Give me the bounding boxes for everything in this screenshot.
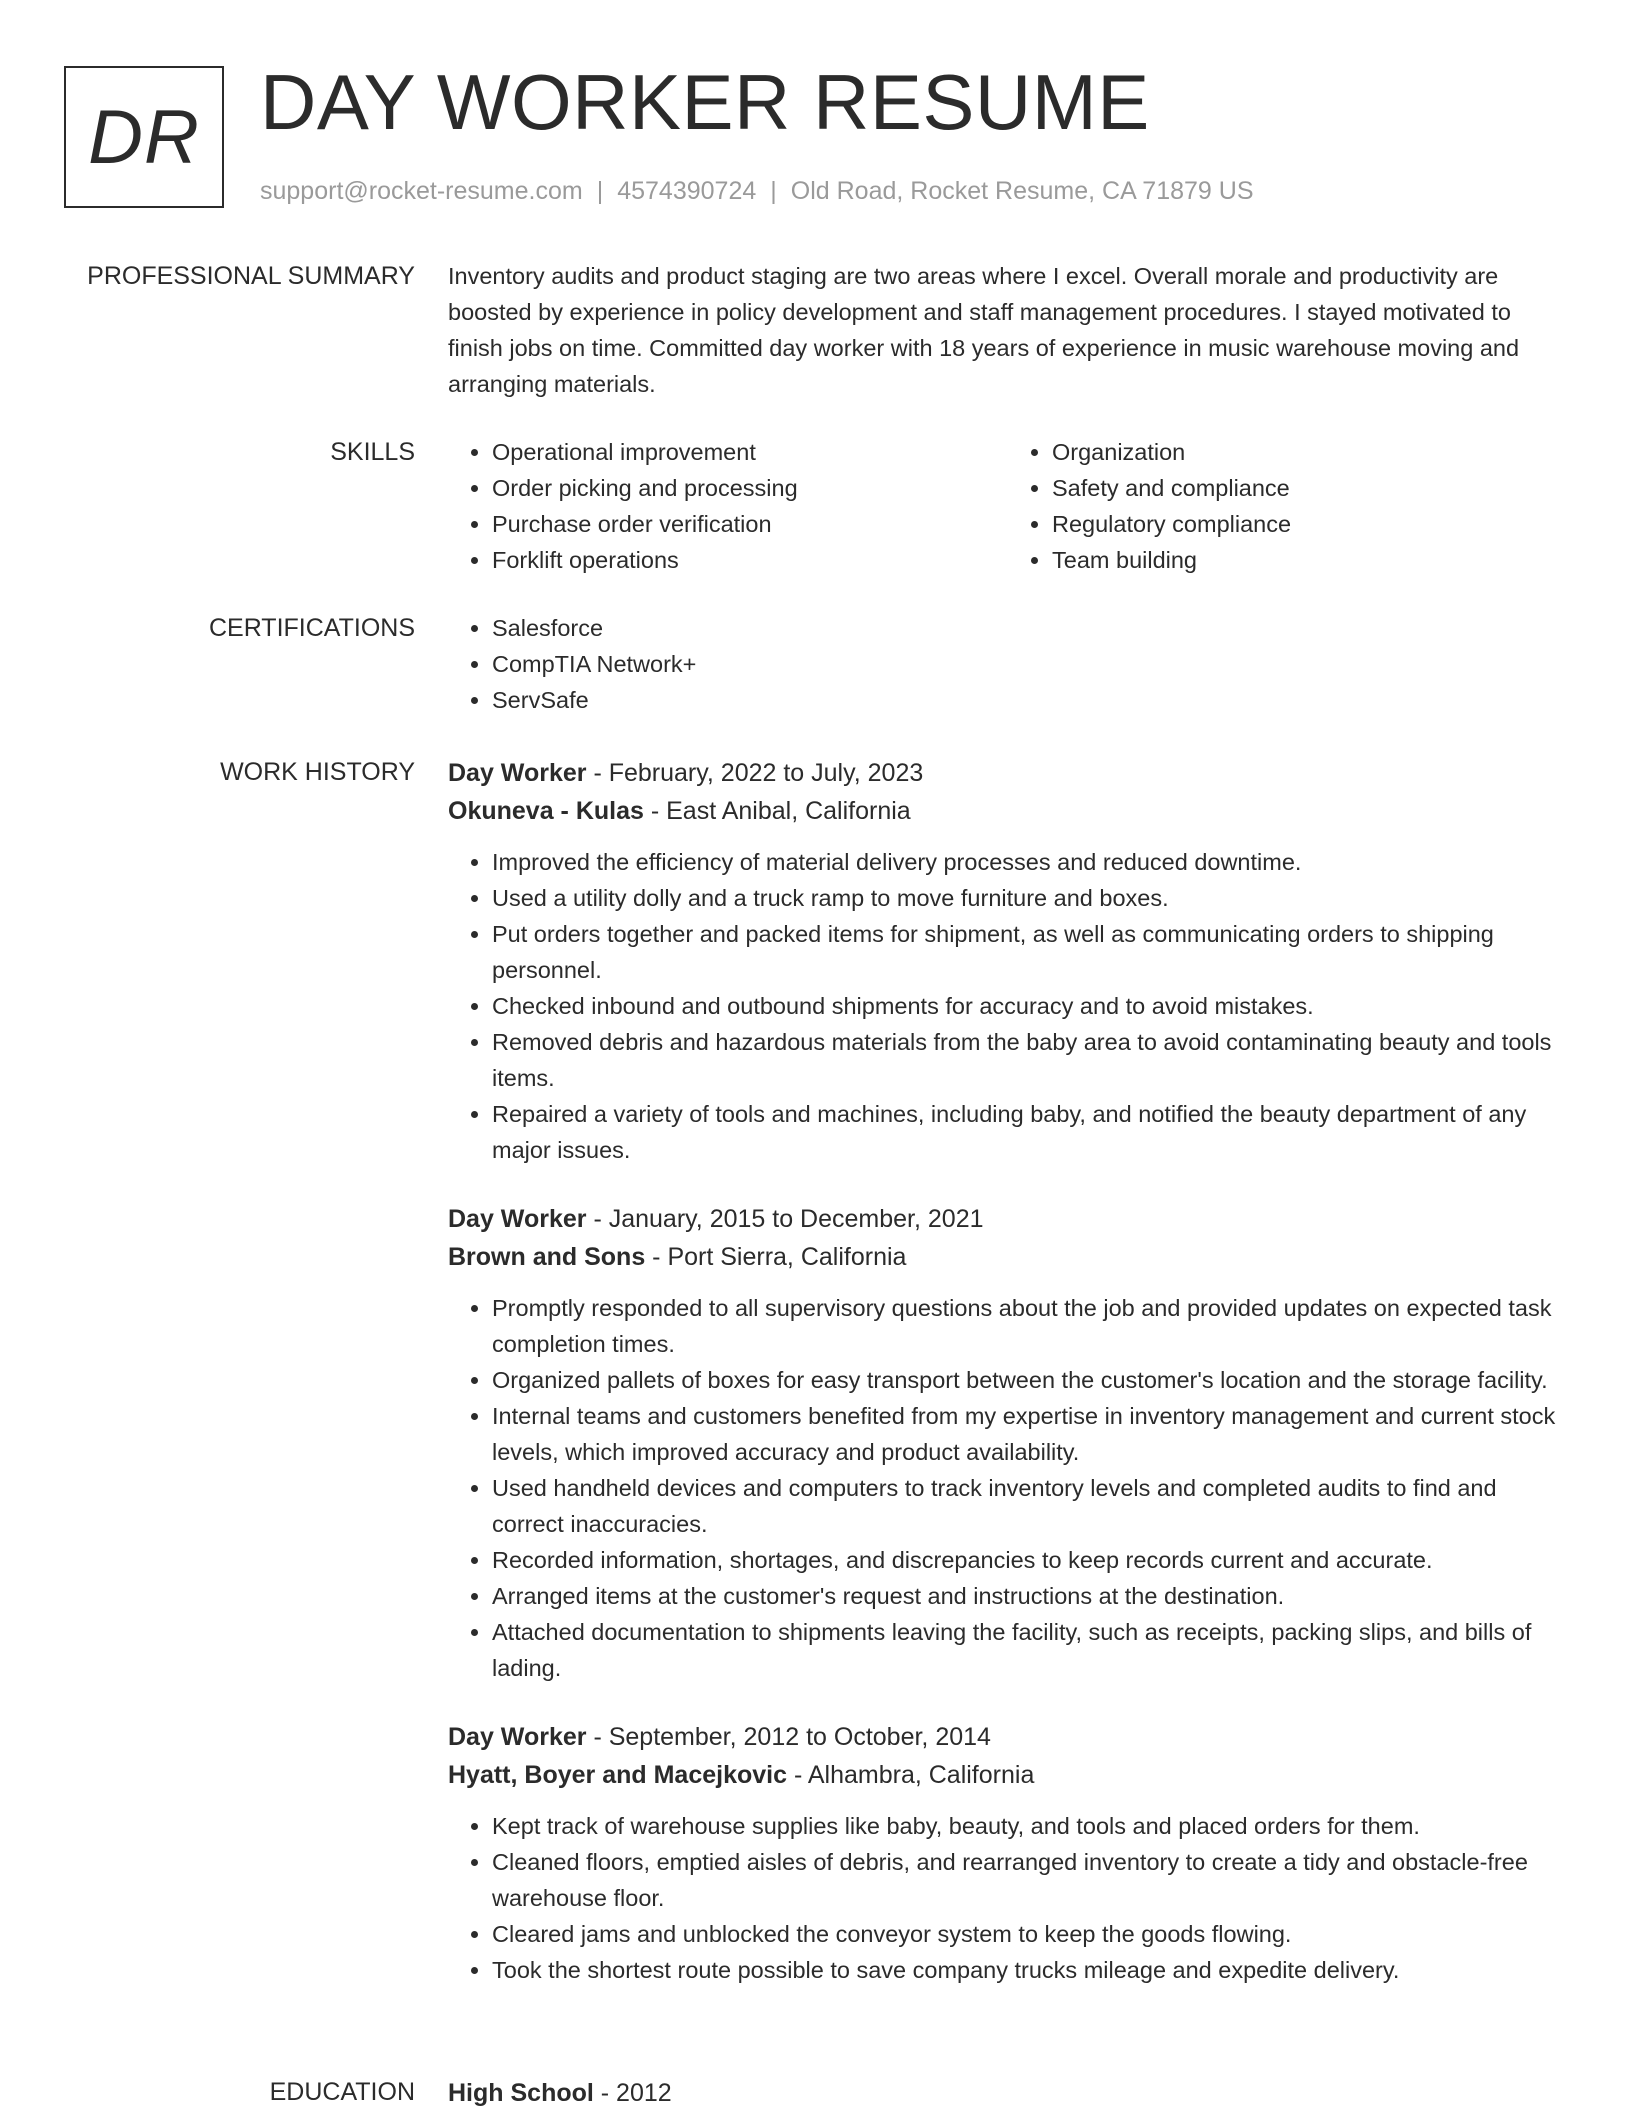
job-bullets [448, 1290, 1568, 1686]
skill-item: • Regulatory compliance [1052, 506, 1568, 542]
job-bullet: • Cleared jams and unblocked the conveyor system to keep the goods flowing. [492, 1916, 1568, 1952]
section-label-work-history: WORK HISTORY [220, 758, 415, 786]
job-bullet: • Organized pallets of boxes for easy transport between the customer's location and the storage facility. [492, 1362, 1568, 1398]
job-location: - Port Sierra, California [645, 1243, 907, 1271]
skill-item: • Operational improvement [492, 434, 1008, 470]
skill-item: • Order picking and processing [492, 470, 1008, 506]
skills-list-left [448, 434, 1008, 578]
job-title-line [448, 754, 1568, 792]
job-bullet: • Used handheld devices and computers to track inventory levels and completed audits to find and correct inaccuracies. [492, 1470, 1568, 1542]
job-company: Brown and Sons [448, 1243, 646, 1271]
job-company: Hyatt, Boyer and Macejkovic [448, 1761, 788, 1789]
contact-separator: | [770, 177, 777, 205]
job-location: - Alhambra, California [787, 1761, 1035, 1789]
job-dates: - February, 2022 to July, 2023 [586, 759, 924, 787]
skill-item: • Purchase order verification [492, 506, 1008, 542]
certification-item: • Salesforce [492, 610, 1568, 646]
job-company: Okuneva - Kulas [448, 797, 644, 825]
job-bullet: • Internal teams and customers benefited from my expertise in inventory management and current stock levels, which improved accuracy and product availability. [492, 1398, 1568, 1470]
job-dates: - January, 2015 to December, 2021 [586, 1205, 984, 1233]
job-bullet: • Checked inbound and outbound shipments for accuracy and to avoid mistakes. [492, 988, 1568, 1024]
job-company-line [448, 1756, 1568, 1794]
job-bullet: • Kept track of warehouse supplies like baby, beauty, and tools and placed orders for them. [492, 1808, 1568, 1844]
job-bullet: • Took the shortest route possible to save company trucks mileage and expedite delivery. [492, 1952, 1568, 1988]
section-label-certifications: CERTIFICATIONS [208, 614, 415, 642]
monogram-box: DR [64, 66, 224, 208]
resume-title: DAY WORKER RESUME [260, 58, 1150, 146]
skill-item: • Organization [1052, 434, 1568, 470]
job-company-line [448, 792, 1568, 830]
job-bullet: • Promptly responded to all supervisory questions about the job and provided updates on expected task completion times. [492, 1290, 1568, 1362]
job-dates: - September, 2012 to October, 2014 [586, 1723, 991, 1751]
skills-list-right [1008, 434, 1568, 578]
job-bullet: • Removed debris and hazardous materials from the baby area to avoid contaminating beauty and tools items. [492, 1024, 1568, 1096]
education-degree: High School [448, 2079, 594, 2107]
job-title: Day Worker [448, 1205, 587, 1233]
education-year: - 2012 [593, 2079, 672, 2107]
certification-item: • CompTIA Network+ [492, 646, 1568, 682]
job-bullets [448, 844, 1568, 1168]
work-history-body [448, 754, 1568, 2020]
education-line [448, 2074, 1568, 2112]
contact-phone[interactable]: 4574390724 [617, 177, 757, 205]
job-title-line [448, 1200, 1568, 1238]
job-bullet: • Recorded information, shortages, and discrepancies to keep records current and accurate. [492, 1542, 1568, 1578]
summary-text: Inventory audits and product staging are two areas where I excel. Overall morale and productivity are boosted by experience in policy development and staff management procedures. I stayed motivated to finish jobs on time. Committed day worker with 18 years of experience in music warehouse moving and arranging materials. [448, 263, 1520, 397]
contact-line [260, 174, 1254, 208]
job-title: Day Worker [448, 1723, 587, 1751]
skill-item: • Team building [1052, 542, 1568, 578]
job-bullet: • Used a utility dolly and a truck ramp to move furniture and boxes. [492, 880, 1568, 916]
job-entry [448, 1200, 1568, 1686]
section-label-skills: SKILLS [330, 438, 415, 466]
certifications-body [448, 610, 1568, 718]
job-bullet: • Cleaned floors, emptied aisles of debris, and rearranged inventory to create a tidy and obstacle-free warehouse floor. [492, 1844, 1568, 1916]
contact-address: Old Road, Rocket Resume, CA 71879 US [790, 177, 1254, 205]
job-bullets [448, 1808, 1568, 1988]
certification-item: • ServSafe [492, 682, 1568, 718]
job-title-line [448, 1718, 1568, 1756]
section-label-summary: PROFESSIONAL SUMMARY [87, 262, 415, 290]
certifications-list [448, 610, 1568, 718]
contact-separator: | [596, 177, 604, 205]
job-bullet: • Repaired a variety of tools and machines, including baby, and notified the beauty department of any major issues. [492, 1096, 1568, 1168]
skill-item: • Forklift operations [492, 542, 1008, 578]
job-bullet: • Arranged items at the customer's request and instructions at the destination. [492, 1578, 1568, 1614]
summary-body [448, 258, 1568, 402]
skills-body [448, 434, 1568, 578]
job-title: Day Worker [448, 759, 587, 787]
job-bullet: • Attached documentation to shipments leaving the facility, such as receipts, packing slips, and bills of lading. [492, 1614, 1568, 1686]
contact-email[interactable]: support@rocket-resume.com [260, 177, 583, 205]
job-location: - East Anibal, California [643, 797, 911, 825]
skill-item: • Safety and compliance [1052, 470, 1568, 506]
education-body [448, 2074, 1568, 2112]
section-label-education: EDUCATION [269, 2078, 415, 2106]
job-entry [448, 1718, 1568, 1988]
job-company-line [448, 1238, 1568, 1276]
job-entry [448, 754, 1568, 1168]
job-bullet: • Improved the efficiency of material delivery processes and reduced downtime. [492, 844, 1568, 880]
job-bullet: • Put orders together and packed items for shipment, as well as communicating orders to shipping personnel. [492, 916, 1568, 988]
